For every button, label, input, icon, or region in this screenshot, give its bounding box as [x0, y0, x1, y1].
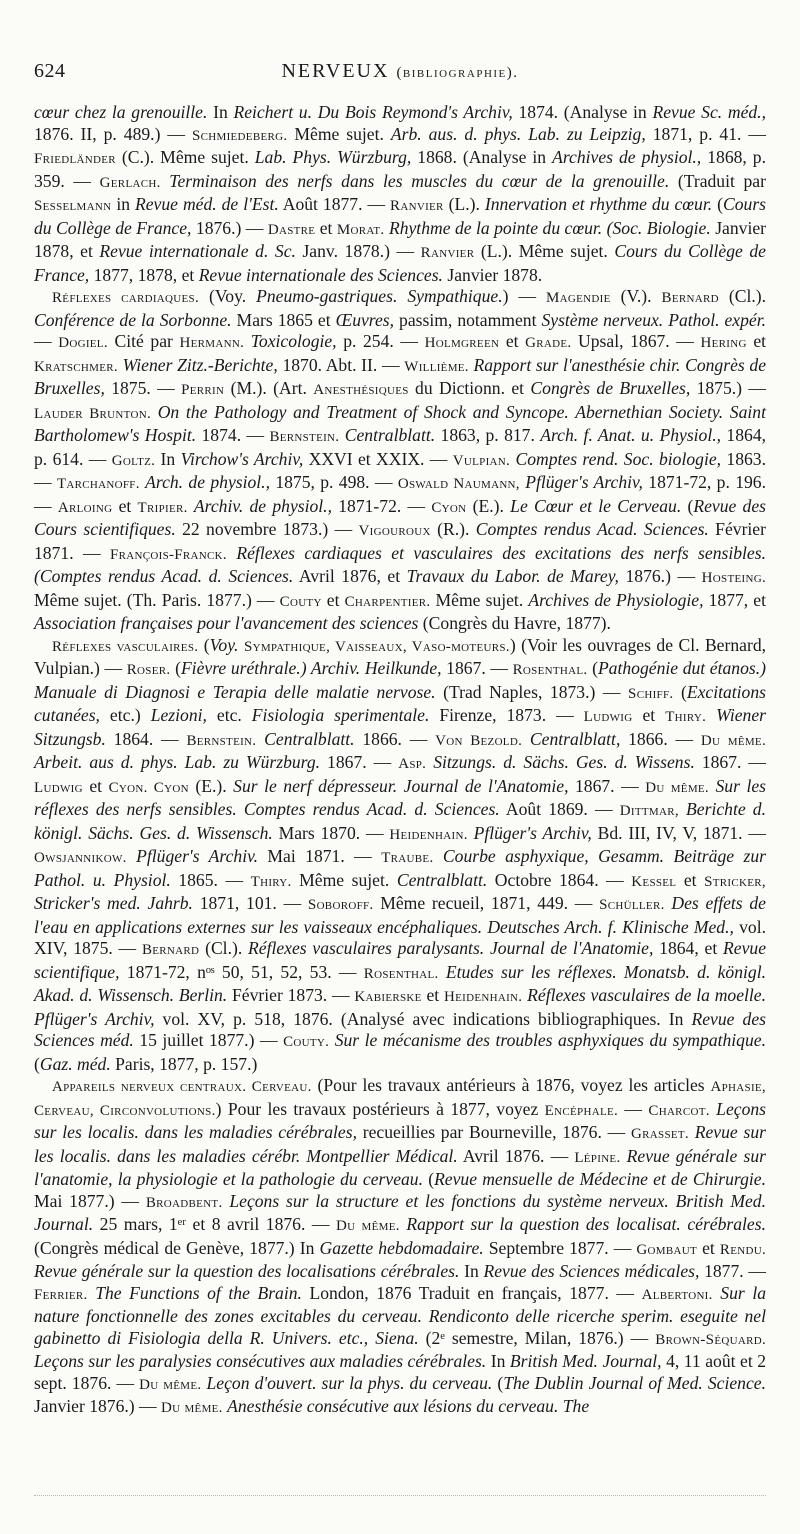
author-name: Von Bezold.: [435, 732, 523, 749]
citation-title: Revue scientifique,: [34, 938, 767, 982]
citation-title: Reichert u. Du Bois Reymond's Archiv,: [233, 102, 513, 122]
citation-text: (V.).: [610, 286, 662, 306]
citation-text: [434, 846, 443, 866]
citation-text: vol. XV, p. 518, 1876. (Analysé avec indications bibliographiques. In: [154, 1008, 692, 1029]
citation-title: Pflüger's Archiv,: [525, 472, 643, 492]
citation-text: (: [34, 1053, 40, 1074]
author-name: Vigouroux: [358, 523, 431, 539]
citation-text: et: [632, 705, 666, 725]
citation-text: London, 1876 Traduit en français, 1877. —: [301, 1282, 642, 1303]
citation-text: 1871, 101. —: [192, 893, 308, 913]
citation-title: Réflexes vasculaires de la moelle. Pflüger's Archiv,: [34, 985, 766, 1029]
author-name: Rosenthal.: [363, 965, 439, 982]
author-name: Perrin: [181, 382, 225, 398]
citation-title: Centralblatt.: [264, 728, 355, 749]
author-name: Appareils nerveux centraux. Cerveau.: [52, 1079, 312, 1095]
citation-text: Même recueil, 1871, 449. —: [373, 893, 600, 913]
author-name: Friedländer: [34, 151, 116, 167]
citation-text: 1867. —: [568, 775, 646, 796]
citation-title: Cours du Collège de France,: [34, 194, 767, 238]
citation-title: Arb. aus. d. phys. Lab. zu Leipzig,: [390, 123, 646, 144]
citation-text: 25 mars, 1ᵉʳ et 8 avril 1876. —: [93, 1214, 337, 1234]
author-name: Aphasie, Cerveau, Circonvolutions.: [34, 1079, 766, 1119]
citation-title: Revue internationale d. Sc.: [99, 241, 296, 261]
author-name: Bernard: [141, 942, 200, 958]
citation-title: Rapport sur l'anesthésie chir. Congrès de Bruxelles,: [34, 354, 767, 398]
citation-text: Janvier 1878, et: [34, 217, 766, 261]
citation-text: 1866. —: [354, 728, 436, 749]
citation-title: Archives de physiol.,: [552, 147, 702, 167]
author-name: Ferrier.: [34, 1286, 88, 1303]
citation-text: Octobre 1864. —: [487, 869, 632, 890]
citation-title: Pflüger's Archiv,: [473, 822, 592, 843]
citation-text: Janv. 1878.) —: [295, 241, 421, 261]
citation-text: (: [198, 634, 210, 655]
citation-text: Même sujet.: [430, 589, 529, 610]
citation-text: (M.). (Art.: [224, 378, 314, 398]
running-title-main: NERVEUX: [281, 60, 390, 82]
citation-text: (: [587, 658, 598, 678]
citation-text: et: [112, 495, 138, 516]
citation-text: passim, notamment: [394, 309, 542, 330]
bibliography-paragraph: [34, 286, 766, 635]
citation-text: —: [618, 1098, 649, 1119]
citation-title: Revue sur les localis. dans les maladies cérébr. Montpellier Médical.: [34, 1122, 766, 1166]
citation-text: (E.).: [188, 775, 234, 796]
citation-text: 1863. —: [34, 448, 767, 492]
running-title-subtitle: (bibliographie).: [396, 65, 519, 81]
author-name: Sympathique, Vaisseaux, Vaso-moteurs.: [243, 638, 510, 655]
citation-text: du Dictionn. et: [408, 378, 531, 398]
citation-title: cœur chez la grenouille.: [34, 102, 208, 122]
citation-text: (R.).: [430, 519, 476, 539]
citation-text: 1876.) —: [191, 217, 268, 238]
author-name: Ranvier: [390, 198, 444, 214]
citation-title: Comptes rendus Acad. Sciences.: [475, 519, 709, 539]
author-name: Heidenhain.: [443, 989, 523, 1005]
citation-text: Août 1869. —: [499, 799, 620, 819]
author-name: Grasset.: [631, 1126, 689, 1142]
citation-text: 1867. —: [694, 752, 766, 772]
citation-text: etc.): [99, 705, 151, 725]
author-name: Rosenthal.: [512, 662, 588, 678]
citation-text: 15 juillet 1877.) —: [133, 1030, 284, 1050]
citation-text: Avril 1876, et: [293, 566, 407, 586]
citation-title: On the Pathology and Treatment of Shock and Syncope. Abernethian Society. Saint Bartholomew's Hospit.: [34, 401, 766, 445]
citation-title: Centralblatt.: [344, 425, 436, 445]
author-name: Thiry.: [665, 709, 707, 725]
citation-text: (: [673, 681, 687, 702]
citation-text: 1863, p. 817.: [435, 425, 541, 445]
citation-text: 1867. —: [441, 658, 513, 678]
citation-title: Pneumo-gastriques. Sympathique.: [256, 286, 503, 306]
page-number: 624: [34, 60, 66, 82]
citation-text: (Congrès du Havre, 1877).: [418, 613, 611, 633]
citation-title: Pathogénie dut étanos.) Manuale di Diagnosi e Terapia delle malatie nervose.: [34, 658, 766, 702]
author-name: Charpentier.: [344, 593, 431, 610]
citation-text: Janvier 1876.) —: [34, 1396, 162, 1416]
author-name: Réflexes cardiaques.: [52, 290, 200, 306]
author-name: Roser.: [126, 662, 171, 678]
citation-title: Anesthésie consécutive aux lésions du cerveau. The: [227, 1396, 590, 1416]
citation-text: 1871, p. 41. —: [645, 123, 766, 144]
citation-title: Le Cœur et le Cerveau.: [510, 495, 682, 516]
citation-title: Wiener Sitzungsb.: [34, 705, 767, 749]
author-name: Kratschmer.: [34, 358, 118, 375]
author-name: Encéphale.: [544, 1102, 619, 1119]
citation-title: Travaux du Labor. de Marey,: [406, 566, 619, 586]
citation-title: Revue des Sciences médicales,: [483, 1261, 700, 1281]
author-name: Du même.: [336, 1218, 400, 1234]
citation-text: (Congrès médical de Genève, 1877.) In: [34, 1237, 320, 1258]
author-name: Du même.: [139, 1376, 202, 1393]
citation-title: Excitations cutanées,: [34, 681, 766, 725]
citation-title: Gazette hebdomadaire.: [319, 1237, 484, 1258]
citation-title: Arbeit. aus d. phys. Lab. zu Würzburg.: [34, 752, 321, 772]
citation-title: Arch. f. Anat. u. Physiol.,: [540, 425, 722, 445]
citation-text: 1864, et: [653, 938, 724, 958]
citation-text: In: [207, 102, 234, 122]
citation-text: etc.: [206, 705, 252, 725]
citation-text: 1871-72, nᵒˢ 50, 51, 52, 53. —: [119, 961, 364, 982]
author-name: Cyon: [431, 499, 467, 516]
citation-text: 1871-72. —: [331, 495, 432, 516]
author-name: Gombaut: [636, 1241, 698, 1258]
citation-title: Lezioni,: [150, 705, 207, 725]
citation-text: 1877, et: [703, 589, 767, 610]
citation-text: [679, 799, 686, 819]
author-name: Schüller.: [599, 897, 665, 913]
citation-text: Upsal, 1867. —: [571, 331, 701, 351]
author-name: Soboroff.: [307, 897, 374, 913]
citation-title: Virchow's Archiv,: [180, 448, 304, 469]
citation-text: Avril 1876. —: [457, 1145, 575, 1166]
author-name: Bernard: [661, 290, 719, 306]
citation-title: Archiv. de physiol.,: [193, 495, 332, 516]
citation-text: (L.). Même sujet.: [474, 241, 615, 261]
author-name: Schmiedeberg.: [191, 127, 288, 144]
citation-text: [706, 705, 716, 725]
citation-text: Mars 1865 et: [231, 309, 336, 330]
citation-text: ) (Voir les ouvrages de Cl. Bernard, Vulpian.) —: [34, 634, 767, 678]
citation-title: Œuvres,: [335, 309, 395, 330]
author-name: Stricker,: [704, 873, 766, 890]
citation-title: Sur le nerf dépresseur. Journal de l'Anatomie,: [233, 775, 569, 796]
citation-text: et: [746, 331, 767, 351]
citation-title: The Functions of the Brain.: [95, 1282, 302, 1303]
author-name: Lépine.: [574, 1149, 621, 1166]
citation-text: (L.).: [443, 194, 485, 214]
author-name: Kabierske: [354, 989, 422, 1005]
author-name: Lauder Brunton.: [34, 405, 151, 422]
citation-title: Revue générale sur l'anatomie, la physiologie et la pathologie du cerveau.: [34, 1145, 766, 1189]
author-name: Oswald Naumann,: [397, 476, 520, 492]
author-name: Owsjannikow.: [34, 850, 127, 866]
citation-title: The Dublin Journal of Med. Science.: [503, 1372, 766, 1393]
author-name: Gerlach.: [99, 174, 161, 191]
citation-text: In: [486, 1351, 510, 1371]
citation-title: Revue mensuelle de Médecine et de Chirurgie.: [434, 1169, 766, 1189]
citation-text: vol. XIV, 1875. —: [34, 916, 766, 958]
running-header: [34, 60, 766, 90]
citation-text: 1864. —: [105, 728, 187, 749]
author-name: Dogiel.: [58, 335, 108, 351]
citation-text: in: [111, 194, 135, 214]
citation-text: 1867. —: [320, 752, 399, 772]
citation-title: Berichte d. königl. Sächs. Ges. d. Wissensch.: [34, 799, 766, 843]
citation-text: [151, 402, 158, 422]
citation-text: 1870. Abt. II. —: [277, 354, 405, 375]
citation-title: Voy.: [209, 634, 239, 655]
footer-rule: [34, 1495, 766, 1498]
author-name: Holmgreen: [424, 335, 500, 351]
citation-text: Cité par: [107, 331, 180, 351]
citation-title: Sur les réflexes des nerfs sensibles. Comptes rendus Acad. d. Sciences.: [34, 775, 766, 819]
citation-text: (2ᵉ semestre, Milan, 1876.) —: [418, 1327, 656, 1348]
author-name: Traube.: [381, 850, 434, 866]
citation-title: Revue Sc. méd.,: [652, 102, 766, 122]
citation-text: 1866. —: [620, 728, 701, 749]
citation-text: (: [170, 658, 181, 678]
citation-title: Centralblatt.: [396, 869, 488, 890]
citation-title: Comptes rend. Soc. biologie,: [515, 448, 722, 469]
citation-text: Mai 1871. —: [257, 846, 382, 866]
author-name: Ranvier: [420, 245, 475, 261]
citation-text: Paris, 1877, p. 157.): [110, 1053, 258, 1074]
citation-title: Revue internationale des Sciences.: [198, 264, 443, 285]
citation-title: Arch. de physiol.,: [145, 472, 270, 492]
citation-title: Leçons sur les localis. dans les maladies cérébrales,: [34, 1098, 767, 1142]
citation-text: XXVI et XXIX. —: [303, 448, 453, 469]
citation-text: 4, 11 août et 2 sept. 1876. —: [34, 1351, 767, 1393]
citation-title: Rapport sur la question des localisat. cérébrales.: [406, 1214, 766, 1234]
author-name: Du même.: [645, 779, 709, 796]
citation-text: [522, 729, 530, 749]
citation-text: In: [459, 1261, 484, 1281]
citation-text: (E.).: [466, 495, 511, 516]
citation-text: In: [155, 448, 181, 469]
bibliography-paragraph: [34, 635, 766, 1076]
citation-title: Stricker's med. Jahrb.: [34, 893, 193, 913]
author-name: Cyon. Cyon: [108, 779, 189, 796]
citation-text: Même sujet.: [291, 869, 397, 890]
citation-text: [439, 962, 446, 982]
author-name: Hosteing.: [701, 570, 766, 586]
citation-text: Janvier 1878.: [442, 264, 543, 285]
citation-text: (Cl.).: [199, 938, 249, 958]
citation-title: Congrès de Bruxelles,: [530, 378, 691, 398]
author-name: Brown-Séquard.: [655, 1331, 766, 1348]
citation-title: Etudes sur les réflexes. Monatsb. d. königl. Akad. d. Wissensch. Berlin.: [34, 961, 766, 1005]
citation-title: Pflüger's Archiv.: [136, 846, 258, 866]
author-name: Bernstein.: [186, 732, 257, 749]
author-name: Dastre: [267, 221, 316, 238]
citation-text: 1868. (Analyse in: [411, 147, 553, 167]
citation-text: et: [321, 589, 345, 610]
citation-text: (: [423, 1169, 435, 1189]
citation-text: [227, 543, 236, 563]
author-name: François-Franck.: [109, 546, 227, 563]
citation-title: Sitzungs. d. Sächs. Ges. d. Wissens.: [433, 752, 695, 772]
citation-title: Revue générale sur la question des localisations cérébrales.: [34, 1261, 460, 1281]
author-name: Du même.: [161, 1400, 223, 1416]
citation-text: Même sujet.: [287, 123, 391, 144]
author-name: Tripier.: [137, 499, 188, 516]
citation-text: Firenze, 1873. —: [429, 705, 584, 725]
citation-text: (: [492, 1372, 504, 1393]
citation-title: Rhythme de la pointe du cœur. (Soc. Biologie.: [388, 217, 711, 238]
citation-title: Toxicologie,: [250, 331, 337, 351]
author-name: Rendu.: [719, 1241, 766, 1258]
citation-text: (C.). Même sujet.: [115, 147, 255, 167]
bibliography-text: [34, 102, 766, 1420]
author-name: Ludwig: [34, 779, 83, 796]
citation-title: Centralblatt,: [529, 728, 621, 749]
author-name: Hermann.: [179, 335, 245, 351]
citation-text: [127, 846, 136, 866]
citation-text: p. 254. —: [336, 331, 425, 351]
citation-text: 1876.) —: [618, 566, 702, 586]
citation-title: Revue méd. de l'Est.: [135, 194, 279, 214]
citation-title: Innervation et rhythme du cœur.: [484, 194, 713, 214]
citation-title: Sur la nature fonctionnelle des zones excitables du cerveau. Rendiconto delle ricerche sperim. eseguite nel gabinetto di Fisiologia della R. Univers. etc., Siena.: [34, 1282, 767, 1348]
citation-text: recueillies par Bourneville, 1876. —: [356, 1122, 632, 1142]
citation-title: Fisiologia sperimentale.: [251, 705, 430, 725]
citation-text: ) —: [502, 286, 547, 306]
citation-text: Mai 1877.) —: [34, 1190, 146, 1211]
author-name: Réflexes vasculaires.: [52, 638, 199, 655]
citation-text: Mars 1870. —: [272, 822, 390, 843]
author-name: Magendie: [546, 290, 611, 306]
citation-text: (Pour les travaux antérieurs à 1876, voyez les articles: [311, 1075, 711, 1095]
author-name: Anesthésiques: [313, 382, 409, 398]
author-name: Ludwig: [583, 709, 633, 725]
author-name: Arloing: [57, 499, 113, 516]
author-name: Albertoni.: [641, 1286, 713, 1303]
citation-title: British Med. Journal,: [509, 1351, 662, 1371]
citation-text: (: [712, 194, 723, 214]
citation-title: Des effets de l'eau en applications externes sur les vaisseaux encéphaliques. Deutsches Arch. f. Klinische Med.,: [34, 893, 766, 937]
citation-text: 1874. —: [196, 425, 270, 445]
author-name: Kessel: [631, 873, 677, 890]
citation-text: [256, 729, 264, 749]
citation-text: 1864, p. 614. —: [34, 425, 767, 469]
citation-text: 1875, p. 498. —: [269, 472, 398, 492]
running-title: [34, 60, 766, 83]
citation-text: 1877. —: [699, 1261, 766, 1281]
citation-text: 1876. II, p. 489.) —: [34, 123, 192, 144]
citation-title: Fièvre uréthrale.) Archiv. Heilkunde,: [180, 658, 442, 678]
citation-title: Revue des Cours scientifiques.: [34, 495, 767, 539]
bibliography-paragraph: [34, 1075, 766, 1420]
citation-text: et: [697, 1237, 720, 1258]
citation-title: Système nerveux. Pathol. expér.: [541, 309, 767, 330]
citation-title: Réflexes cardiaques et vasculaires des excitations des nerfs sensibles. (Comptes rendus Acad. d. Sciences.: [34, 542, 766, 586]
author-name: Sesselmann: [34, 198, 112, 214]
citation-title: Courbe asphyxique, Gesamm. Beiträge zur Pathol. u. Physiol.: [34, 846, 766, 890]
author-name: Vulpian.: [452, 452, 511, 469]
citation-text: 22 novembre 1873.) —: [175, 519, 359, 539]
author-name: Hering: [700, 335, 747, 351]
citation-text: Août 1877. —: [278, 194, 391, 214]
citation-title: Wiener Zitz.-Berichte,: [122, 354, 278, 375]
citation-title: Lab. Phys. Würzburg,: [254, 147, 412, 167]
author-name: Thiry.: [250, 873, 292, 890]
author-name: Dittmar,: [619, 803, 679, 819]
author-name: Tarchanoff.: [56, 476, 140, 492]
citation-title: Association françaises pour l'avancement des sciences: [34, 613, 419, 633]
citation-text: Septembre 1877. —: [483, 1237, 637, 1258]
citation-text: [244, 331, 251, 351]
author-name: Willième.: [404, 358, 469, 375]
author-name: Goltz.: [111, 452, 156, 469]
citation-text: [161, 171, 170, 191]
citation-title: Leçon d'ouvert. sur la phys. du cerveau.: [206, 1372, 493, 1393]
citation-title: Leçons sur les paralysies consécutives aux maladies cérébrales.: [34, 1351, 487, 1371]
citation-text: et: [421, 985, 444, 1005]
citation-text: 1877, 1878, et: [89, 264, 199, 285]
citation-text: (Traduit par: [669, 170, 766, 191]
citation-title: Revue des Sciences méd.: [34, 1008, 766, 1050]
author-name: Morat.: [336, 221, 385, 238]
citation-text: 1868, p. 359. —: [34, 147, 767, 191]
citation-text: et: [82, 775, 109, 796]
citation-title: Sur le mécanisme des troubles asphyxiques du sympathique.: [334, 1030, 766, 1050]
citation-text: Février 1871. —: [34, 519, 766, 563]
citation-text: ) Pour les travaux postérieurs à 1877, voyez: [215, 1098, 545, 1119]
citation-text: 1871-72, p. 196. —: [34, 472, 766, 516]
citation-title: Gaz. méd.: [39, 1053, 111, 1074]
author-name: Schiff.: [628, 685, 674, 702]
citation-title: Conférence de la Sorbonne.: [34, 309, 232, 330]
citation-text: —: [34, 331, 59, 351]
author-name: Grade.: [525, 335, 572, 351]
citation-text: 1875. —: [104, 378, 182, 398]
citation-title: Leçons sur la structure et les fonctions du système nerveux. British Med. Journal.: [34, 1190, 766, 1234]
citation-title: Cours du Collège de France,: [34, 241, 766, 285]
citation-text: (: [681, 495, 694, 516]
citation-text: Février 1873. —: [227, 985, 355, 1005]
citation-text: et: [499, 331, 526, 351]
author-name: Couty.: [283, 1034, 330, 1050]
author-name: Couty: [279, 593, 322, 610]
citation-text: 1874. (Analyse in: [512, 102, 653, 122]
citation-text: Bd. III, IV, V, 1871. —: [591, 822, 766, 843]
author-name: Du même.: [700, 732, 766, 749]
citation-text: (Voy.: [199, 286, 257, 306]
citation-text: et: [676, 869, 705, 890]
citation-text: (Cl.).: [718, 286, 766, 306]
citation-text: 1865. —: [170, 869, 251, 890]
author-name: Heidenhain.: [389, 826, 468, 843]
citation-title: Archives de Physiologie,: [528, 589, 704, 610]
citation-text: et: [315, 217, 337, 238]
author-name: Bernstein.: [269, 429, 340, 445]
citation-title: Terminaison des nerfs dans les muscles du cœur de la grenouille.: [169, 170, 670, 191]
citation-text: 1875.) —: [690, 378, 766, 398]
author-name: Broadbent.: [145, 1194, 223, 1211]
citation-text: Même sujet. (Th. Paris. 1877.) —: [34, 589, 280, 610]
citation-text: (Trad Naples, 1873.) —: [435, 681, 629, 702]
citation-title: Réflexes vasculaires paralysants. Journal de l'Anatomie,: [248, 938, 654, 958]
author-name: Asp.: [398, 756, 427, 772]
author-name: Charcot.: [648, 1102, 710, 1119]
bibliography-paragraph: [34, 102, 766, 286]
